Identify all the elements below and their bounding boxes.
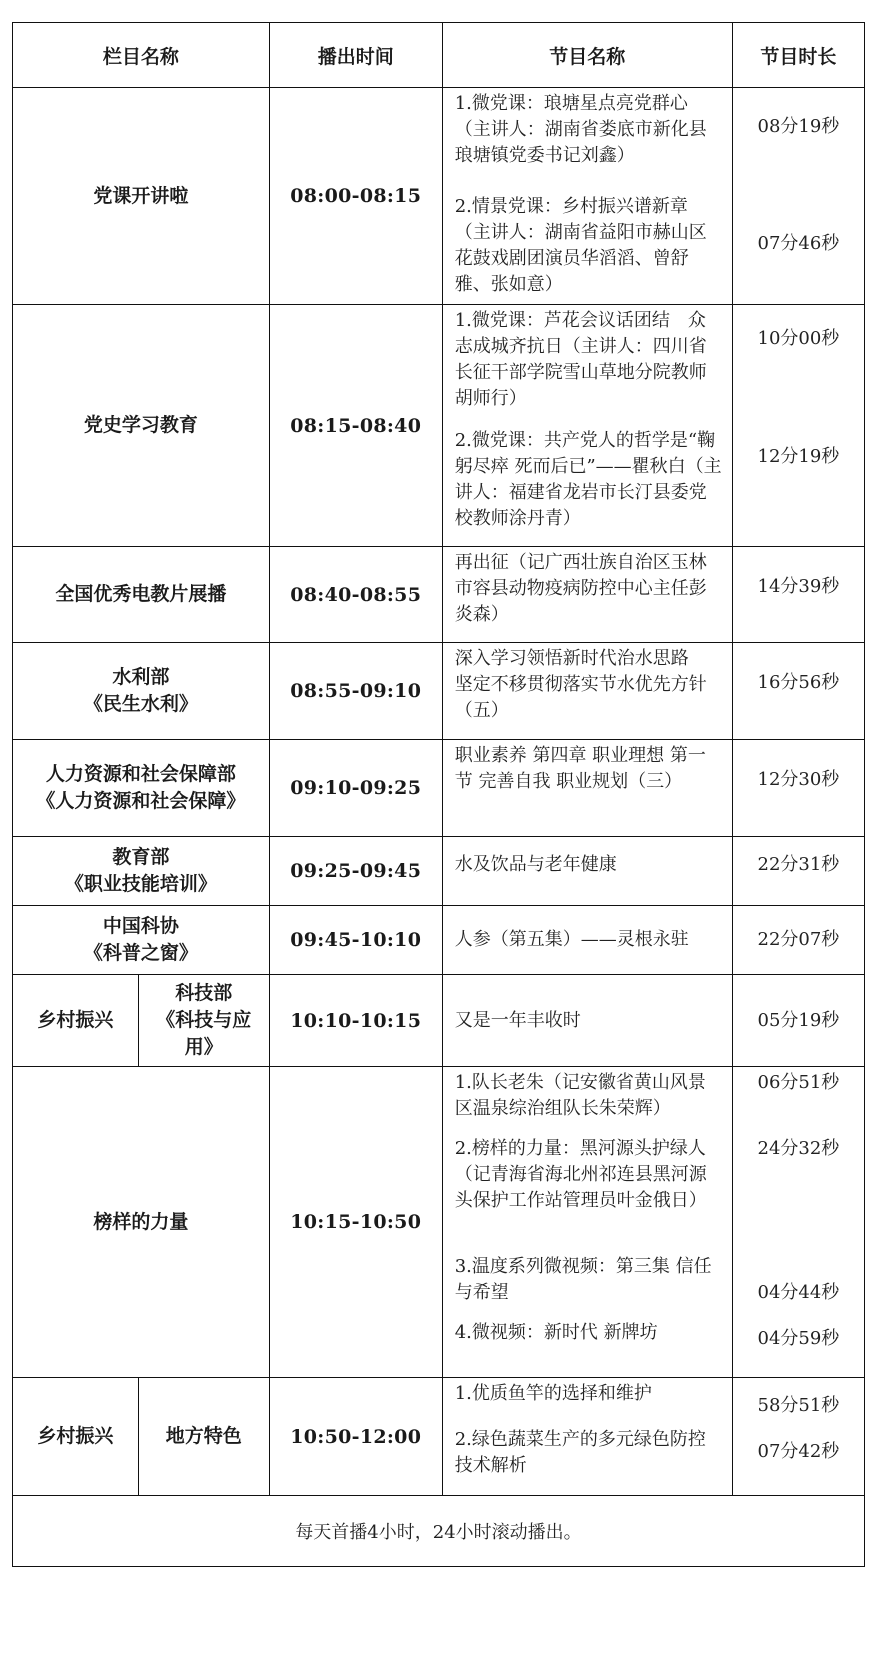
column-show: 《人力资源和社会保障》 [36, 790, 246, 812]
duration: 24分32秒 [757, 1138, 840, 1159]
duration: 07分42秒 [757, 1441, 840, 1462]
table-row [13, 1067, 865, 1378]
air-time: 09:45-10:10 [269, 906, 442, 975]
table-row [13, 740, 865, 837]
program-title: 职业素养 第四章 职业理想 第一节 完善自我 职业规划（三） [454, 745, 706, 792]
column-show: 《科普之窗》 [83, 942, 198, 964]
program-title: 3.温度系列微视频：第三集 信任与希望 [454, 1256, 712, 1303]
column-show: 《民生水利》 [83, 693, 198, 715]
header-column-name: 栏目名称 [13, 23, 270, 88]
header-row [13, 23, 865, 88]
column-name [13, 837, 270, 906]
table-row [13, 88, 865, 305]
column-sub: 地方特色 [138, 1378, 269, 1496]
program-title: 1.优质鱼竿的选择和维护 [454, 1383, 652, 1404]
column-name: 榜样的力量 [13, 1067, 270, 1378]
program-title: 2.情景党课：乡村振兴谱新章（主讲人：湖南省益阳市赫山区花鼓戏剧团演员华滔滔、曾舒雅、张如意） [454, 196, 707, 295]
air-time: 08:00-08:15 [269, 88, 442, 305]
air-time: 09:25-09:45 [269, 837, 442, 906]
program-cell [442, 547, 732, 643]
duration: 10分00秒 [757, 328, 840, 349]
air-time: 08:40-08:55 [269, 547, 442, 643]
column-name [13, 740, 270, 837]
column-group: 乡村振兴 [13, 975, 139, 1067]
table-row [13, 547, 865, 643]
duration: 07分46秒 [757, 233, 840, 254]
program-title: 1.队长老朱（记安徽省黄山风景区温泉综治组队长朱荣辉） [454, 1072, 706, 1119]
program-cell [442, 740, 732, 837]
duration: 14分39秒 [757, 576, 840, 597]
header-program-name: 节目名称 [442, 23, 732, 88]
program-title: 水及饮品与老年健康 [454, 854, 617, 875]
duration-cell [732, 975, 864, 1067]
program-cell [442, 88, 732, 305]
air-time: 08:55-09:10 [269, 643, 442, 740]
duration: 22分07秒 [757, 929, 840, 950]
program-title: 2.榜样的力量：黑河源头护绿人（记青海省海北州祁连县黑河源头保护工作站管理员叶金俄日） [454, 1138, 707, 1211]
duration-cell [732, 1378, 864, 1496]
duration-cell [732, 643, 864, 740]
program-title: 再出征（记广西壮族自治区玉林市容县动物疫病防控中心主任彭炎森） [454, 552, 707, 625]
program-title: 1.微党课：芦花会议话团结 众志成城齐抗日（主讲人：四川省长征干部学院雪山草地分院教师胡师行） [454, 310, 707, 409]
footer-row [13, 1496, 865, 1567]
column-name: 党史学习教育 [13, 305, 270, 547]
column-org: 教育部 [112, 846, 170, 868]
program-title: 人参（第五集）——灵根永驻 [454, 929, 689, 950]
schedule-table [12, 22, 865, 1567]
table-row [13, 837, 865, 906]
column-name: 党课开讲啦 [13, 88, 270, 305]
air-time: 10:15-10:50 [269, 1067, 442, 1378]
column-org: 中国科协 [102, 915, 179, 937]
program-title: 深入学习领悟新时代治水思路 坚定不移贯彻落实节水优先方针（五） [454, 648, 707, 721]
program-title: 2.微党课：共产党人的哲学是“鞠躬尽瘁 死而后已”——瞿秋白（主讲人：福建省龙岩市长汀县委党校教师涂丹青） [454, 430, 722, 529]
duration-cell [732, 740, 864, 837]
air-time: 10:10-10:15 [269, 975, 442, 1067]
program-cell [442, 1378, 732, 1496]
program-title: 1.微党课：琅塘星点亮党群心（主讲人：湖南省娄底市新化县琅塘镇党委书记刘鑫） [454, 93, 707, 166]
duration: 16分56秒 [757, 672, 840, 693]
program-cell [442, 975, 732, 1067]
column-show: 《职业技能培训》 [64, 873, 217, 895]
column-group: 乡村振兴 [13, 1378, 139, 1496]
duration: 04分59秒 [757, 1328, 840, 1349]
footer-note: 每天首播4小时，24小时滚动播出。 [13, 1496, 865, 1567]
duration-cell [732, 1067, 864, 1378]
column-name [13, 643, 270, 740]
duration-cell [732, 547, 864, 643]
duration: 12分19秒 [757, 446, 840, 467]
column-name [13, 906, 270, 975]
table-row [13, 305, 865, 547]
duration-cell [732, 906, 864, 975]
header-duration: 节目时长 [732, 23, 864, 88]
column-org: 人力资源和社会保障部 [45, 763, 236, 785]
duration-cell [732, 837, 864, 906]
program-cell [442, 1067, 732, 1378]
program-cell [442, 906, 732, 975]
header-air-time: 播出时间 [269, 23, 442, 88]
column-show: 《科技与应 [156, 1009, 252, 1031]
program-cell [442, 643, 732, 740]
duration-cell [732, 305, 864, 547]
duration-cell [732, 88, 864, 305]
column-org: 水利部 [112, 666, 170, 688]
column-org: 科技部 [175, 982, 233, 1004]
table-row [13, 1378, 865, 1496]
table-row [13, 975, 865, 1067]
program-title: 又是一年丰收时 [454, 1009, 581, 1031]
duration: 08分19秒 [757, 116, 840, 137]
duration: 12分30秒 [757, 769, 840, 790]
column-sub [138, 975, 269, 1067]
duration: 58分51秒 [757, 1395, 840, 1416]
program-title: 2.绿色蔬菜生产的多元绿色防控技术解析 [454, 1429, 706, 1476]
table-row [13, 643, 865, 740]
air-time: 08:15-08:40 [269, 305, 442, 547]
program-cell [442, 837, 732, 906]
air-time: 09:10-09:25 [269, 740, 442, 837]
column-show-cont: 用》 [184, 1036, 223, 1058]
duration: 04分44秒 [757, 1282, 840, 1303]
duration: 22分31秒 [757, 854, 840, 875]
duration: 05分19秒 [757, 1009, 840, 1031]
program-cell [442, 305, 732, 547]
column-name: 全国优秀电教片展播 [13, 547, 270, 643]
program-title: 4.微视频：新时代 新牌坊 [454, 1322, 658, 1343]
duration: 06分51秒 [757, 1072, 840, 1093]
air-time: 10:50-12:00 [269, 1378, 442, 1496]
table-row [13, 906, 865, 975]
